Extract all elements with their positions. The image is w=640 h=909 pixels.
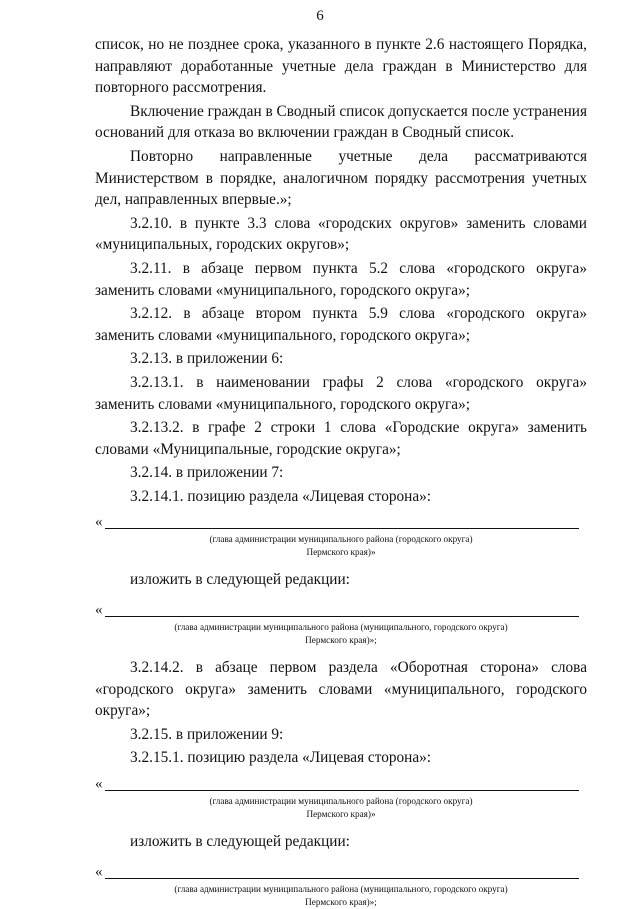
caption-line: (глава администрации муниципального района (муниципального, городского округа) [174, 622, 508, 633]
caption-line: (глава администрации муниципального района (городского округа) [209, 796, 473, 807]
paragraph: 3.2.14. в приложении 7: [130, 464, 284, 482]
paragraph: 3.2.14.1. позицию раздела «Лицевая сторона»: [130, 487, 432, 505]
caption-line: Пермского края)»; [305, 635, 377, 646]
paragraph: Повторно направленные учетные дела рассматриваются Министерством в порядке, аналогичном порядку рассмотрения учетных дел, направленных впервые.»; [95, 147, 587, 209]
paragraph: 3.2.13.2. в графе 2 строки 1 слова «Городские округа» заменить словами «Муниципальные, городские округа»; [95, 419, 587, 458]
open-quote: « [95, 776, 103, 793]
field-caption [95, 621, 587, 647]
paragraph: 3.2.15.1. позицию раздела «Лицевая сторона»: [130, 749, 432, 767]
underline [105, 528, 579, 529]
document-body [95, 34, 587, 909]
underline [105, 616, 579, 617]
caption-line: (глава администрации муниципального района (муниципального, городского округа) [174, 883, 508, 894]
field-caption [95, 533, 587, 559]
open-quote: « [95, 602, 103, 619]
paragraph: 3.2.13. в приложении 6: [130, 350, 284, 368]
signature-line [95, 863, 587, 883]
paragraph: 3.2.13.1. в наименовании графы 2 слова «городского округа» заменить словами «муниципального, городского округа»; [95, 373, 587, 413]
paragraph: список, но не позднее срока, указанного в пункте 2.6 настоящего Порядка, направляют доработанные учетные дела граждан в Министерство для повторного рассмотрения. [95, 36, 587, 97]
page-number: 6 [316, 8, 324, 24]
caption-line: Пермского края)» [306, 547, 376, 558]
paragraph: Включение граждан в Сводный список допускается после устранения оснований для отказа во включении граждан в Сводный список. [95, 102, 587, 142]
open-quote: « [95, 514, 103, 531]
caption-line: Пермского края)» [306, 809, 376, 820]
paragraph: 3.2.15. в приложении 9: [130, 725, 284, 743]
caption-line: (глава администрации муниципального района (городского округа) [209, 534, 473, 545]
paragraph: 3.2.10. в пункте 3.3 слова «городских округов» заменить словами «муниципальных, городских округов»; [95, 214, 587, 254]
paragraph: изложить в следующей редакции: [130, 571, 350, 589]
underline [105, 878, 579, 879]
paragraph: 3.2.14.2. в абзаце первом раздела «Оборотная сторона» слова «городского округа» заменить словами «муниципального, городского округа»; [95, 659, 587, 720]
open-quote: « [95, 863, 103, 880]
signature-line [95, 513, 587, 533]
caption-line: Пермского края)»; [305, 896, 377, 907]
paragraph: 3.2.12. в абзаце втором пункта 5.9 слова «городского округа» заменить словами «муниципального, городского округа»; [95, 305, 587, 344]
field-caption [95, 795, 587, 821]
paragraph: изложить в следующей редакции: [130, 833, 350, 851]
underline [105, 790, 579, 791]
paragraph: 3.2.11. в абзаце первом пункта 5.2 слова «городского округа» заменить словами «муниципального, городского округа»; [95, 259, 587, 299]
signature-line [95, 601, 587, 621]
signature-line [95, 775, 587, 795]
